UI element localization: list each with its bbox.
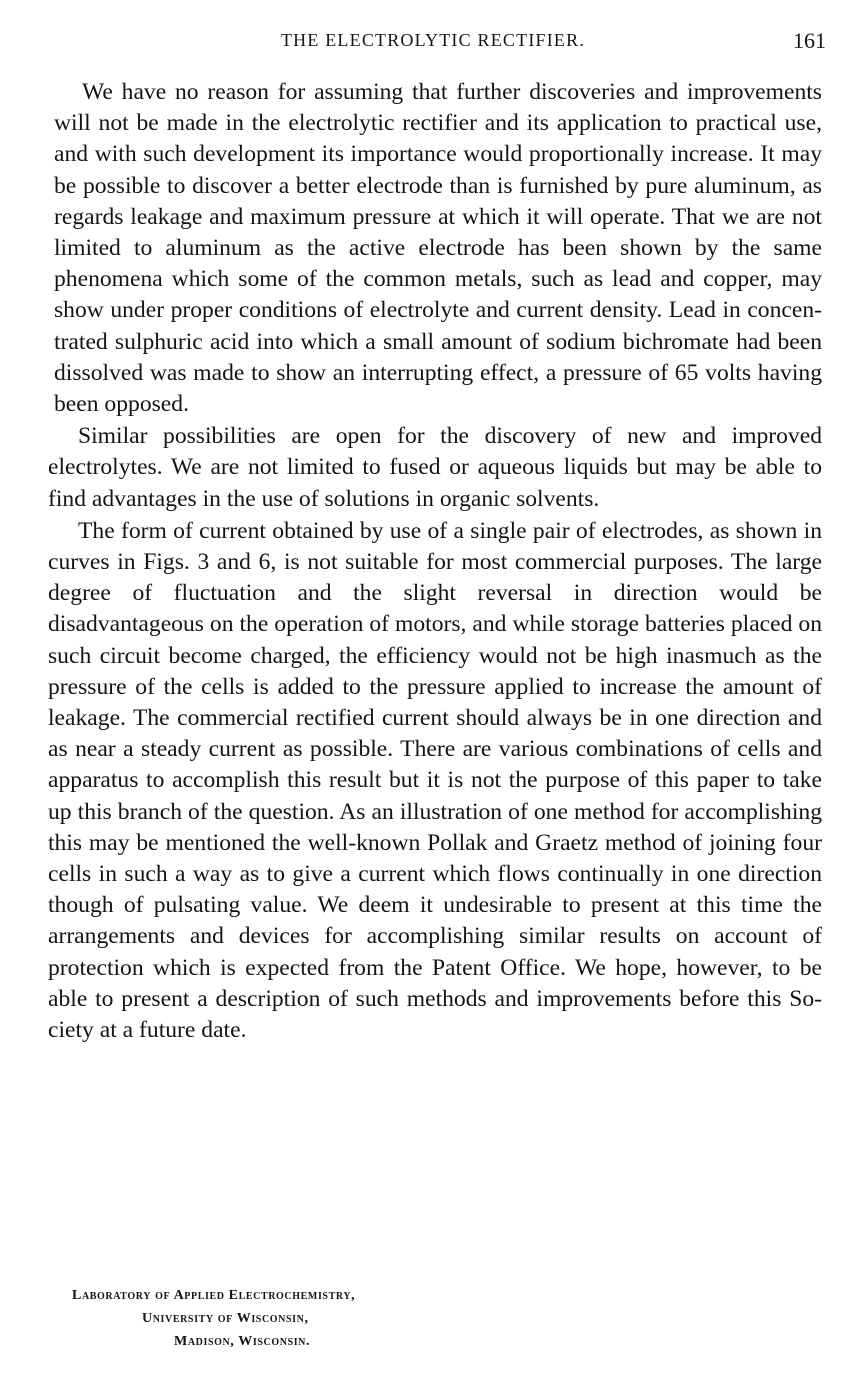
- body-text: [48, 77, 822, 1047]
- affiliation-location: Madison, Wisconsin.: [174, 1334, 311, 1349]
- running-head: [40, 30, 826, 60]
- paragraph-3: The form of current obtained by use of a single pair of electrodes, as shown in curves in Figs. 3 and 6, is not suitable for most commercial purposes. The large degree of fluctuation and the slight reversal in direction would be disadvantageous on the operation of motors, and while storage batteries placed on such circuit become charged, the efficiency would not be high inasmuch as the pressure of the cells is added to the pressure applied to increase the amount of leakage. The commercial rectified current should always be in one direction and as near a steady current as possible. There are various combinations of cells and apparatus to accomplish this result but it is not the purpose of this paper to take up this branch of the question. As an illustration of one method for accomplishing this may be mentioned the well-known Pollak and Graetz method of joining four cells in such a way as to give a current which flows continually in one direction though of pulsating value. We deem it undesirable to present at this time the arrangements and devices for accomplishing similar results on account of protection which is expected from the Patent Office. We hope, however, to be able to present a description of such methods and improvements before this Society at a future date.: [48, 517, 822, 1044]
- affiliation-university: University of Wisconsin,: [142, 1311, 309, 1326]
- page-number: 161: [793, 28, 826, 53]
- paragraph-1: We have no reason for assuming that further discoveries and improvements will not be made in the electrolytic rectifier and its application to practical use, and with such development its importance would proportionally increase. It may be possible to discover a better electrode than is furnished by pure aluminum, as regards leakage and maximum pressure at which it will operate. That we are not limited to aluminum as the active electrode has been shown by the same phenomena which some of the common metals, such as lead and copper, may show under proper conditions of electrolyte and current density. Lead in concentrated sulphuric acid into which a small amount of sodium bichromate had been dissolved was made to show an interrupting effect, a pressure of 65 volts having been opposed.: [54, 79, 822, 418]
- author-affiliation: [72, 1284, 592, 1353]
- running-title: THE ELECTROLYTIC RECTIFIER.: [280, 30, 586, 50]
- paragraph-2: Similar possibilities are open for the discovery of new and improved electrolytes. We are not limited to fused or aqueous liquids but may be able to find advantages in the use of solutions in organic solvents.: [48, 423, 822, 512]
- affiliation-laboratory: Laboratory of Applied Electrochemistry,: [72, 1288, 356, 1303]
